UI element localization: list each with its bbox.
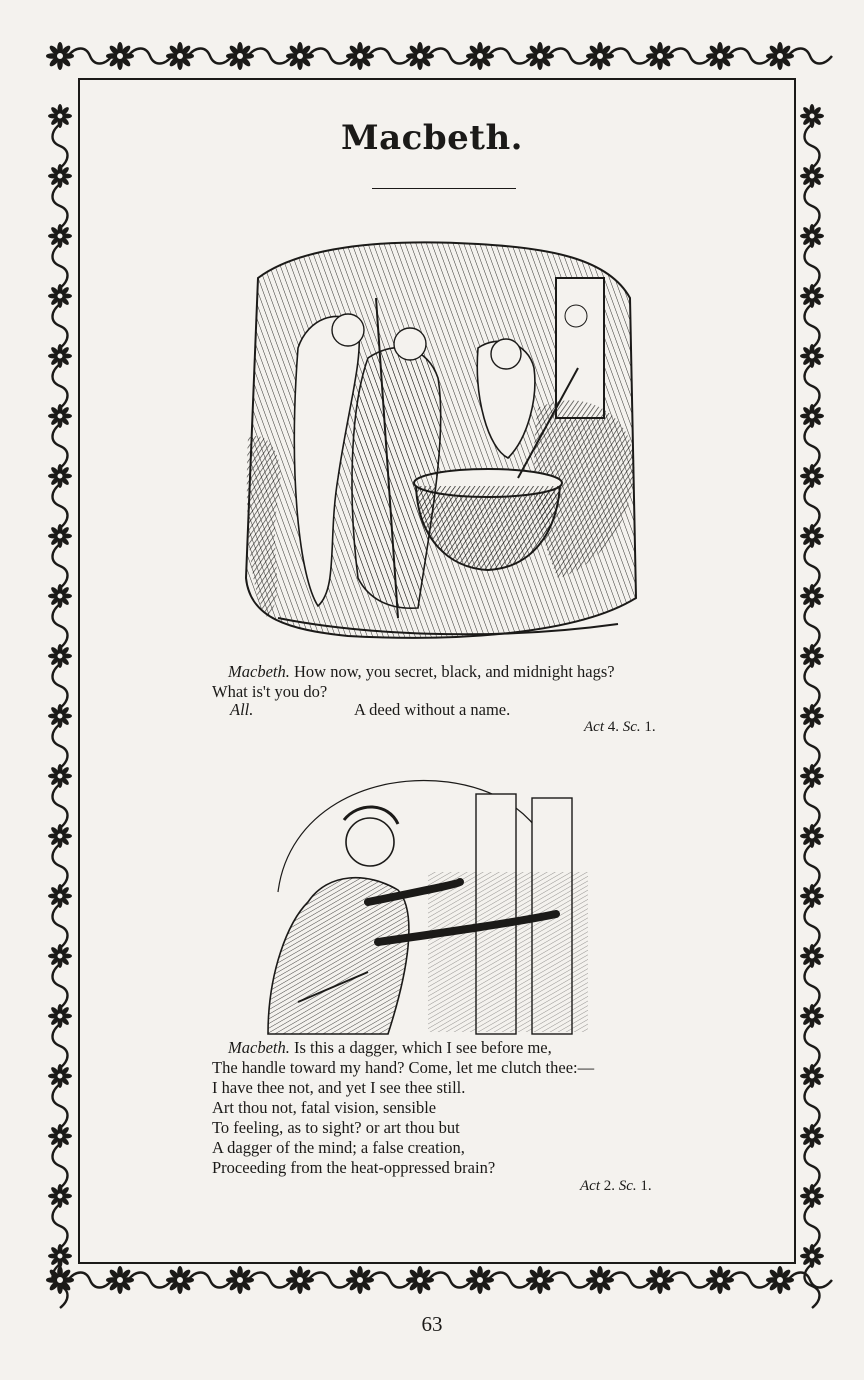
scroll-ornament [608, 1273, 652, 1288]
rosette-ornament [526, 1266, 554, 1294]
scroll-ornament [488, 49, 532, 64]
scroll-ornament [805, 424, 820, 468]
scroll-ornament [805, 304, 820, 348]
rosette-ornament [346, 42, 374, 70]
scroll-ornament [805, 544, 820, 588]
rosette-ornament [166, 1266, 194, 1294]
rosette-ornament [406, 1266, 434, 1294]
ref2-act-num: 2. [600, 1178, 619, 1194]
scroll-ornament [805, 484, 820, 528]
scroll-ornament [805, 904, 820, 948]
rosette-ornament [286, 42, 314, 70]
scroll-ornament [248, 49, 292, 64]
scroll-ornament [53, 964, 68, 1008]
quote2-line1 [228, 1038, 552, 1057]
rosette-ornament [706, 42, 734, 70]
scroll-ornament [53, 604, 68, 648]
scroll-ornament [728, 49, 772, 64]
scroll-ornament [53, 544, 68, 588]
scroll-ornament [805, 1144, 820, 1188]
ref2-scene: Sc. [618, 1178, 637, 1194]
scroll-ornament [53, 184, 68, 228]
scroll-ornament [805, 964, 820, 1008]
rosette-ornament [106, 42, 134, 70]
rosette-ornament [106, 1266, 134, 1294]
scroll-ornament [68, 49, 112, 64]
title-underline [372, 188, 516, 189]
scroll-ornament [805, 184, 820, 228]
scroll-ornament [368, 1273, 412, 1288]
scroll-ornament [53, 844, 68, 888]
quote2-line: Proceeding from the heat-oppressed brain? [212, 1158, 496, 1177]
page-number: 63 [421, 1312, 443, 1336]
scroll-ornament [53, 424, 68, 468]
quote2-line: Art thou not, fatal vision, sensible [212, 1098, 437, 1117]
scroll-ornament [805, 1264, 820, 1308]
rosette-ornament [406, 42, 434, 70]
rosette-ornament [766, 1266, 794, 1294]
scroll-ornament [188, 49, 232, 64]
quote1-line1 [228, 662, 615, 681]
page-title: Macbeth. [340, 118, 524, 158]
rosette-ornament [466, 42, 494, 70]
scroll-ornament [548, 1273, 592, 1288]
scroll-ornament [53, 1144, 68, 1188]
rosette-ornament [226, 42, 254, 70]
scroll-ornament [308, 1273, 352, 1288]
ref1-act: Act [584, 719, 604, 735]
scroll-ornament [728, 1273, 772, 1288]
ref1-scene: Sc. [622, 719, 641, 735]
rosette-ornament [646, 42, 674, 70]
scroll-ornament [53, 244, 68, 288]
scroll-ornament [128, 49, 172, 64]
scroll-ornament [368, 49, 412, 64]
scroll-ornament [128, 1273, 172, 1288]
ref2-scene-num: 1. [636, 1178, 652, 1194]
rosette-ornament [286, 1266, 314, 1294]
scroll-ornament [53, 724, 68, 768]
scroll-ornament [428, 49, 472, 64]
scroll-ornament [53, 784, 68, 828]
quote1-line1-text: How now, you secret, black, and midnight hags? [289, 662, 615, 681]
ref1-scene-num: 1. [640, 719, 656, 735]
scroll-ornament [805, 664, 820, 708]
scroll-ornament [805, 1204, 820, 1248]
scroll-ornament [805, 724, 820, 768]
quote2-line: The handle toward my hand? Come, let me clutch thee:— [212, 1058, 595, 1077]
rosette-ornament [706, 1266, 734, 1294]
quote1-reference [584, 719, 656, 736]
rosette-ornament [526, 42, 554, 70]
quote1-speaker: Macbeth. [228, 662, 290, 681]
scroll-ornament [805, 784, 820, 828]
scroll-ornament [788, 49, 832, 64]
scroll-ornament [548, 49, 592, 64]
rosette-ornament [226, 1266, 254, 1294]
rosette-ornament [346, 1266, 374, 1294]
scroll-ornament [805, 604, 820, 648]
rosette-ornament [466, 1266, 494, 1294]
quote2-reference [580, 1178, 652, 1195]
scroll-ornament [805, 1024, 820, 1068]
macbeth-dagger-engraving [248, 772, 632, 1040]
scroll-ornament [805, 244, 820, 288]
scroll-ornament [668, 49, 712, 64]
scroll-ornament [805, 1084, 820, 1128]
scroll-ornament [805, 364, 820, 408]
scroll-ornament [53, 484, 68, 528]
scroll-ornament [53, 1084, 68, 1128]
scroll-ornament [53, 904, 68, 948]
rosette-ornament [646, 1266, 674, 1294]
quote2-line1-text: Is this a dagger, which I see before me, [289, 1038, 552, 1057]
rosette-ornament [586, 1266, 614, 1294]
ref1-act-num: 4. [604, 719, 623, 735]
quote1-line3-text: A deed without a name. [354, 700, 511, 719]
quote2-line: I have thee not, and yet I see thee still. [212, 1078, 466, 1097]
scroll-ornament [248, 1273, 292, 1288]
scroll-ornament [53, 664, 68, 708]
scroll-ornament [53, 304, 68, 348]
quote2-line: To feeling, as to sight? or art thou but [212, 1118, 460, 1137]
scroll-ornament [668, 1273, 712, 1288]
rosette-ornament [166, 42, 194, 70]
rosette-ornament [766, 42, 794, 70]
witches-cauldron-engraving [238, 238, 642, 644]
scroll-ornament [308, 49, 352, 64]
scroll-ornament [68, 1273, 112, 1288]
quote1-speaker-all: All. [230, 700, 254, 719]
scroll-ornament [488, 1273, 532, 1288]
scroll-ornament [53, 364, 68, 408]
scroll-ornament [53, 1204, 68, 1248]
scroll-ornament [53, 1024, 68, 1068]
rosette-ornament [46, 1266, 74, 1294]
scroll-ornament [805, 844, 820, 888]
ref2-act: Act [580, 1178, 600, 1194]
quote2-line: A dagger of the mind; a false creation, [212, 1138, 465, 1157]
quote1-line2: What is't you do? [212, 682, 328, 701]
rosette-ornament [46, 42, 74, 70]
scroll-ornament [428, 1273, 472, 1288]
scroll-ornament [608, 49, 652, 64]
rosette-ornament [586, 42, 614, 70]
scroll-ornament [188, 1273, 232, 1288]
quote2-speaker: Macbeth. [228, 1038, 290, 1057]
